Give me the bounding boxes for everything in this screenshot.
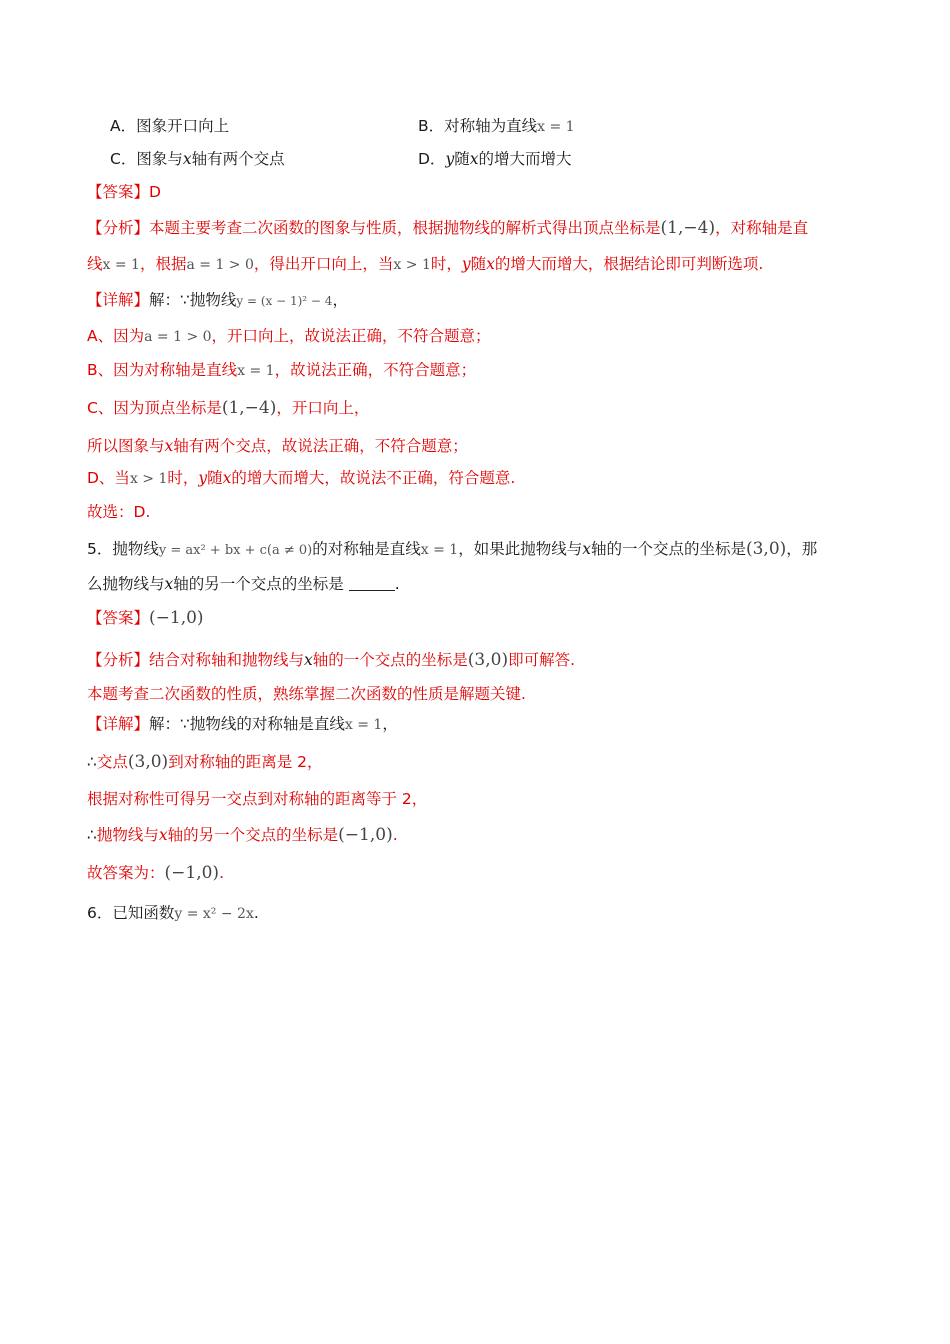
axis-math: x = 1: [420, 542, 459, 558]
option-d-mid: 随: [454, 150, 470, 168]
x-gt-math: x > 1: [129, 471, 168, 487]
option-c-post: 轴有两个交点: [191, 150, 285, 168]
detail-tag: 【详解】: [87, 291, 150, 309]
q6-stem: [87, 901, 259, 926]
analysis-text: ，根据: [139, 255, 187, 273]
q5-detail-line3: [87, 787, 427, 811]
axis-math: x = 1: [344, 717, 383, 733]
detail-text: .: [219, 864, 224, 882]
question-number: 6．已知函数: [87, 904, 175, 922]
analysis-text: 本题主要考查二次函数的图象与性质，根据抛物线的解析式得出顶点坐标是: [149, 219, 661, 237]
analysis-text: 本题考查二次函数的性质，熟练掌握二次函数的性质是解题关键.: [87, 685, 526, 703]
option-d-x: x: [469, 150, 479, 168]
analysis-text: 即可解答.: [508, 651, 576, 669]
detail-text: 抛物线与: [96, 826, 159, 844]
function-math: y = (x − 1)² − 4: [236, 294, 333, 308]
q5-detail-line2: [87, 750, 323, 774]
detail-text: ，: [332, 291, 348, 309]
option-d-post: 的增大而增大: [478, 150, 572, 168]
detail-tag: 【详解】: [87, 715, 150, 733]
option-b-math: x = 1: [537, 119, 575, 135]
var-x: x: [158, 826, 168, 844]
detail-text: 交点: [96, 753, 128, 771]
function-math: y = ax² + bx + c(a ≠ 0): [158, 543, 313, 558]
q5-answer: [87, 606, 204, 630]
detail-text: B、因为对称轴是直线: [87, 361, 238, 379]
detail-text: 故答案为：: [87, 864, 165, 882]
var-x: x: [582, 540, 591, 558]
q4-choose: [87, 500, 150, 524]
stem-text: 轴的一个交点的坐标是: [590, 540, 746, 558]
vertex-math: (1,−4): [221, 398, 277, 418]
var-x: x: [222, 469, 232, 487]
function-math: y = x² − 2x: [174, 906, 254, 922]
q5-detail-line5: [87, 861, 224, 885]
stem-text: ，如果此抛物线与: [458, 540, 583, 558]
analysis-text: 线: [87, 255, 103, 273]
stem-text: 轴的另一个交点的坐标是: [173, 575, 344, 593]
detail-text: 解：∵抛物线: [149, 291, 237, 309]
option-c: [110, 147, 285, 171]
stem-text: 的对称轴是直线: [312, 540, 421, 558]
detail-text: ，开口向上，故说法正确，不符合题意；: [211, 327, 491, 345]
detail-text: C、因为顶点坐标是: [87, 399, 222, 417]
option-d: [418, 147, 571, 171]
analysis-tag: 【分析】: [87, 219, 150, 237]
stem-text: .: [253, 904, 259, 922]
q4-answer: [87, 180, 161, 204]
analysis-tag: 【分析】: [87, 651, 150, 669]
option-d-y: y: [445, 150, 455, 168]
x-gt-math: x > 1: [393, 257, 431, 273]
point-math: (3,0): [745, 539, 787, 559]
analysis-text: 结合对称轴和抛物线与: [149, 651, 305, 669]
q5-detail-line1: [87, 712, 398, 737]
detail-text: 到对称轴的距离是 2，: [168, 753, 323, 771]
vertex-math: (1,−4): [660, 218, 716, 238]
analysis-text: ，得出开口向上，当: [253, 255, 394, 273]
option-d-pre: D．: [418, 150, 446, 168]
q4-detail-c2: [87, 434, 468, 458]
q4-analysis-line1: [87, 216, 808, 240]
q5-stem-line2: [87, 572, 400, 596]
answer-tag: 【答案】: [87, 609, 150, 627]
detail-text: ，: [382, 715, 398, 733]
detail-text: 轴有两个交点，故说法正确，不符合题意；: [173, 437, 468, 455]
var-x: x: [164, 575, 174, 593]
detail-text: .: [392, 826, 398, 844]
analysis-text: 随: [470, 255, 487, 273]
detail-text: 根据对称性可得另一交点到对称轴的距离等于 2，: [87, 790, 428, 808]
var-x: x: [164, 437, 174, 455]
point-math: (3,0): [127, 752, 169, 772]
axis-math: x = 1: [237, 363, 275, 379]
a-math: a = 1 > 0: [144, 329, 212, 345]
stem-text: ，那: [786, 540, 818, 558]
q4-detail-a: [87, 324, 491, 349]
question-number: 5．抛物线: [87, 540, 159, 558]
detail-text: 时，: [167, 469, 199, 487]
analysis-text: 的增大而增大，根据结论即可判断选项.: [494, 255, 764, 273]
answer-math: (−1,0): [164, 863, 220, 883]
therefore-symbol: ∴: [87, 753, 97, 771]
option-a-text: A．图象开口向上: [110, 117, 230, 135]
detail-text: ，故说法正确，不符合题意；: [274, 361, 477, 379]
stem-text: 么抛物线与: [87, 575, 165, 593]
detail-text: D、当: [87, 469, 130, 487]
var-x: x: [486, 255, 495, 273]
analysis-text: 轴的一个交点的坐标是: [312, 651, 468, 669]
var-x: x: [304, 651, 313, 669]
analysis-text: ，对称轴是直: [715, 219, 809, 237]
point-math: (3,0): [467, 650, 509, 670]
detail-text: ，开口向上，: [276, 399, 370, 417]
q4-detail-c: [87, 396, 369, 420]
axis-math: x = 1: [102, 257, 140, 273]
option-c-pre: C．图象与: [110, 150, 183, 168]
answer-math: (−1,0): [338, 825, 393, 845]
a-math: a = 1 > 0: [186, 257, 254, 273]
answer-value: D: [149, 183, 161, 201]
choose-text: 故选：D.: [87, 503, 151, 521]
var-y: y: [198, 469, 208, 487]
answer-tag: 【答案】: [87, 183, 150, 201]
detail-text: 随: [207, 469, 223, 487]
analysis-text: 时，: [430, 255, 462, 273]
q4-detail-b: [87, 358, 476, 383]
option-a: [110, 114, 229, 138]
q4-analysis-line2: [87, 252, 763, 277]
detail-text: A、因为: [87, 327, 145, 345]
var-y: y: [461, 255, 471, 273]
q5-stem-line1: [87, 537, 817, 563]
stem-text: .: [394, 575, 400, 593]
therefore-symbol: ∴: [87, 826, 97, 844]
q4-detail-d: [87, 466, 515, 491]
answer-blank: [349, 574, 395, 591]
option-b-text: B．对称轴为直线: [418, 117, 538, 135]
detail-text: 解：∵抛物线的对称轴是直线: [149, 715, 345, 733]
answer-math: (−1,0): [149, 608, 204, 628]
detail-text: 的增大而增大，故说法不正确，符合题意.: [231, 469, 516, 487]
option-c-var: x: [182, 150, 192, 168]
q5-analysis-line1: [87, 648, 575, 672]
detail-text: 轴的另一个交点的坐标是: [167, 826, 339, 844]
option-b: [418, 114, 575, 139]
detail-text: 所以图象与: [87, 437, 165, 455]
q5-analysis-line2: [87, 682, 526, 706]
q4-detail-line1: [87, 288, 348, 313]
q5-detail-line4: [87, 823, 398, 847]
